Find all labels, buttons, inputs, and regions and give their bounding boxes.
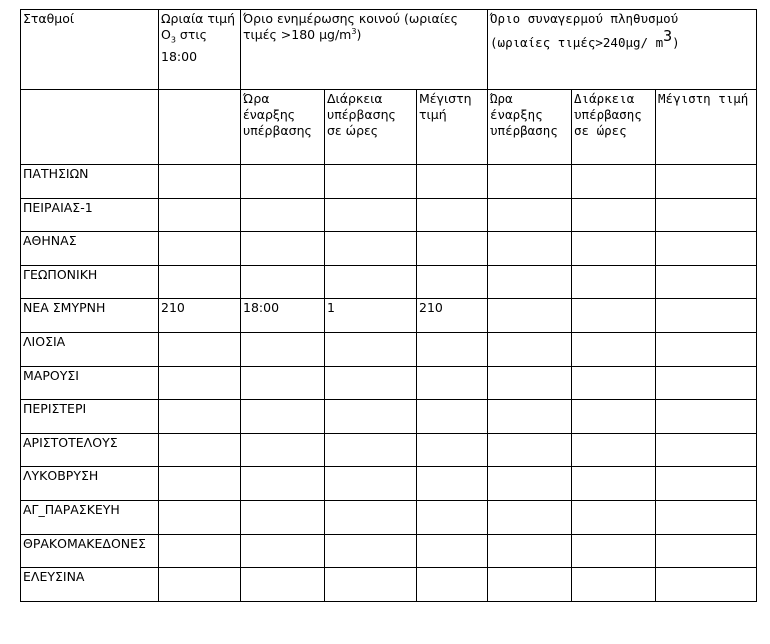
info-duration-cell [325,165,417,199]
info-max-cell [417,534,488,568]
sub-alarm-max: Μέγιστη τιμή [656,90,757,165]
alarm-start-cell [488,165,572,199]
hourly-value-cell [159,332,241,366]
alarm-duration-cell [572,433,656,467]
table-row [21,467,757,501]
sub-alarm-duration: Διάρκεια υπέρβασης σε ώρες [572,90,656,165]
table-row [21,265,757,299]
alarm-max-cell [656,198,757,232]
table-row [21,400,757,434]
table-row [21,165,757,199]
info-max-cell [417,500,488,534]
alarm-max-cell [656,568,757,602]
sub-alarm-start: Ώρα έναρξης υπέρβασης [488,90,572,165]
hourly-value-cell [159,433,241,467]
info-start-cell [241,198,325,232]
info-duration-cell [325,332,417,366]
alarm-start-cell [488,400,572,434]
info-duration-cell [325,265,417,299]
alarm-start-cell [488,467,572,501]
station-cell: ΑΘΗΝΑΣ [21,232,159,266]
station-cell: ΓΕΩΠΟΝΙΚΗ [21,265,159,299]
alarm-start-cell [488,366,572,400]
alarm-start-cell [488,500,572,534]
info-max-cell [417,568,488,602]
hourly-value-cell [159,500,241,534]
table-row [21,198,757,232]
alarm-max-cell [656,534,757,568]
ozone-table [20,9,757,602]
subheader-row [21,90,757,165]
info-max-cell [417,366,488,400]
alarm-start-cell [488,332,572,366]
alarm-max-cell [656,467,757,501]
alarm-start-cell [488,198,572,232]
info-duration-cell: 1 [325,299,417,333]
info-duration-cell [325,232,417,266]
info-duration-cell [325,400,417,434]
hourly-value-cell [159,165,241,199]
header-alarm-threshold: Όριο συναγερμού πληθυσμού (ωριαίες τιμές>240μg/ m3) [488,10,757,90]
station-cell: ΜΑΡΟΥΣΙ [21,366,159,400]
hourly-value-cell [159,366,241,400]
info-duration-cell [325,198,417,232]
info-max-cell [417,467,488,501]
alarm-duration-cell [572,534,656,568]
table-row [21,433,757,467]
info-duration-cell [325,500,417,534]
alarm-max-cell [656,299,757,333]
table-row [21,534,757,568]
alarm-duration-cell [572,198,656,232]
alarm-max-cell [656,165,757,199]
station-cell: ΑΓ_ΠΑΡΑΣΚΕΥΗ [21,500,159,534]
info-duration-cell [325,467,417,501]
station-cell: ΝΕΑ ΣΜΥΡΝΗ [21,299,159,333]
info-start-cell [241,265,325,299]
header-stations: Σταθμοί [21,10,159,90]
station-cell: ΠΕΙΡΑΙΑΣ-1 [21,198,159,232]
info-max-cell [417,265,488,299]
sub-info-max: Μέγιστη τιμή [417,90,488,165]
hourly-value-cell [159,198,241,232]
alarm-max-cell [656,232,757,266]
alarm-duration-cell [572,232,656,266]
station-cell: ΛΙΟΣΙΑ [21,332,159,366]
station-cell: ΑΡΙΣΤΟΤΕΛΟΥΣ [21,433,159,467]
info-start-cell [241,500,325,534]
info-start-cell [241,232,325,266]
info-duration-cell [325,568,417,602]
station-cell: ΠΑΤΗΣΙΩΝ [21,165,159,199]
alarm-max-cell [656,500,757,534]
station-cell: ΠΕΡΙΣΤΕΡΙ [21,400,159,434]
alarm-max-cell [656,433,757,467]
info-max-cell [417,400,488,434]
alarm-duration-cell [572,299,656,333]
header-row [21,10,757,90]
hourly-value-cell [159,265,241,299]
sub-info-start: Ώρα έναρξης υπέρβασης [241,90,325,165]
sub-info-duration: Διάρκεια υπέρβασης σε ώρες [325,90,417,165]
info-start-cell [241,433,325,467]
hourly-value-cell [159,568,241,602]
info-max-cell [417,232,488,266]
alarm-duration-cell [572,568,656,602]
station-cell: ΘΡΑΚΟΜΑΚΕΔΟΝΕΣ [21,534,159,568]
info-max-cell: 210 [417,299,488,333]
info-max-cell [417,433,488,467]
alarm-start-cell [488,568,572,602]
alarm-duration-cell [572,400,656,434]
alarm-start-cell [488,232,572,266]
alarm-max-cell [656,265,757,299]
alarm-duration-cell [572,467,656,501]
hourly-value-cell [159,232,241,266]
hourly-value-cell [159,534,241,568]
table-row [21,366,757,400]
alarm-start-cell [488,299,572,333]
info-start-cell: 18:00 [241,299,325,333]
table-row [21,232,757,266]
info-start-cell [241,568,325,602]
info-max-cell [417,198,488,232]
info-start-cell [241,534,325,568]
table-row [21,500,757,534]
alarm-duration-cell [572,265,656,299]
info-start-cell [241,165,325,199]
hourly-value-cell: 210 [159,299,241,333]
info-duration-cell [325,366,417,400]
table-row [21,299,757,333]
info-duration-cell [325,534,417,568]
alarm-max-cell [656,366,757,400]
alarm-duration-cell [572,366,656,400]
alarm-start-cell [488,265,572,299]
data-rows [21,165,757,602]
info-start-cell [241,332,325,366]
alarm-start-cell [488,433,572,467]
table-row [21,568,757,602]
hourly-value-cell [159,467,241,501]
header-hourly-value: Ωριαία τιμή $O_3$ στις 18:00 [159,10,241,90]
alarm-max-cell [656,332,757,366]
info-max-cell [417,165,488,199]
info-start-cell [241,366,325,400]
info-max-cell [417,332,488,366]
station-cell: ΕΛΕΥΣΙΝΑ [21,568,159,602]
header-info-threshold: Όριο ενημέρωσης κοινού (ωριαίες τιμές >180 $\mu g/m^3$) [241,10,488,90]
hourly-value-cell [159,400,241,434]
info-start-cell [241,467,325,501]
alarm-max-cell [656,400,757,434]
alarm-duration-cell [572,500,656,534]
table-row [21,332,757,366]
alarm-duration-cell [572,332,656,366]
alarm-duration-cell [572,165,656,199]
info-duration-cell [325,433,417,467]
info-start-cell [241,400,325,434]
alarm-start-cell [488,534,572,568]
station-cell: ΛΥΚΟΒΡΥΣΗ [21,467,159,501]
